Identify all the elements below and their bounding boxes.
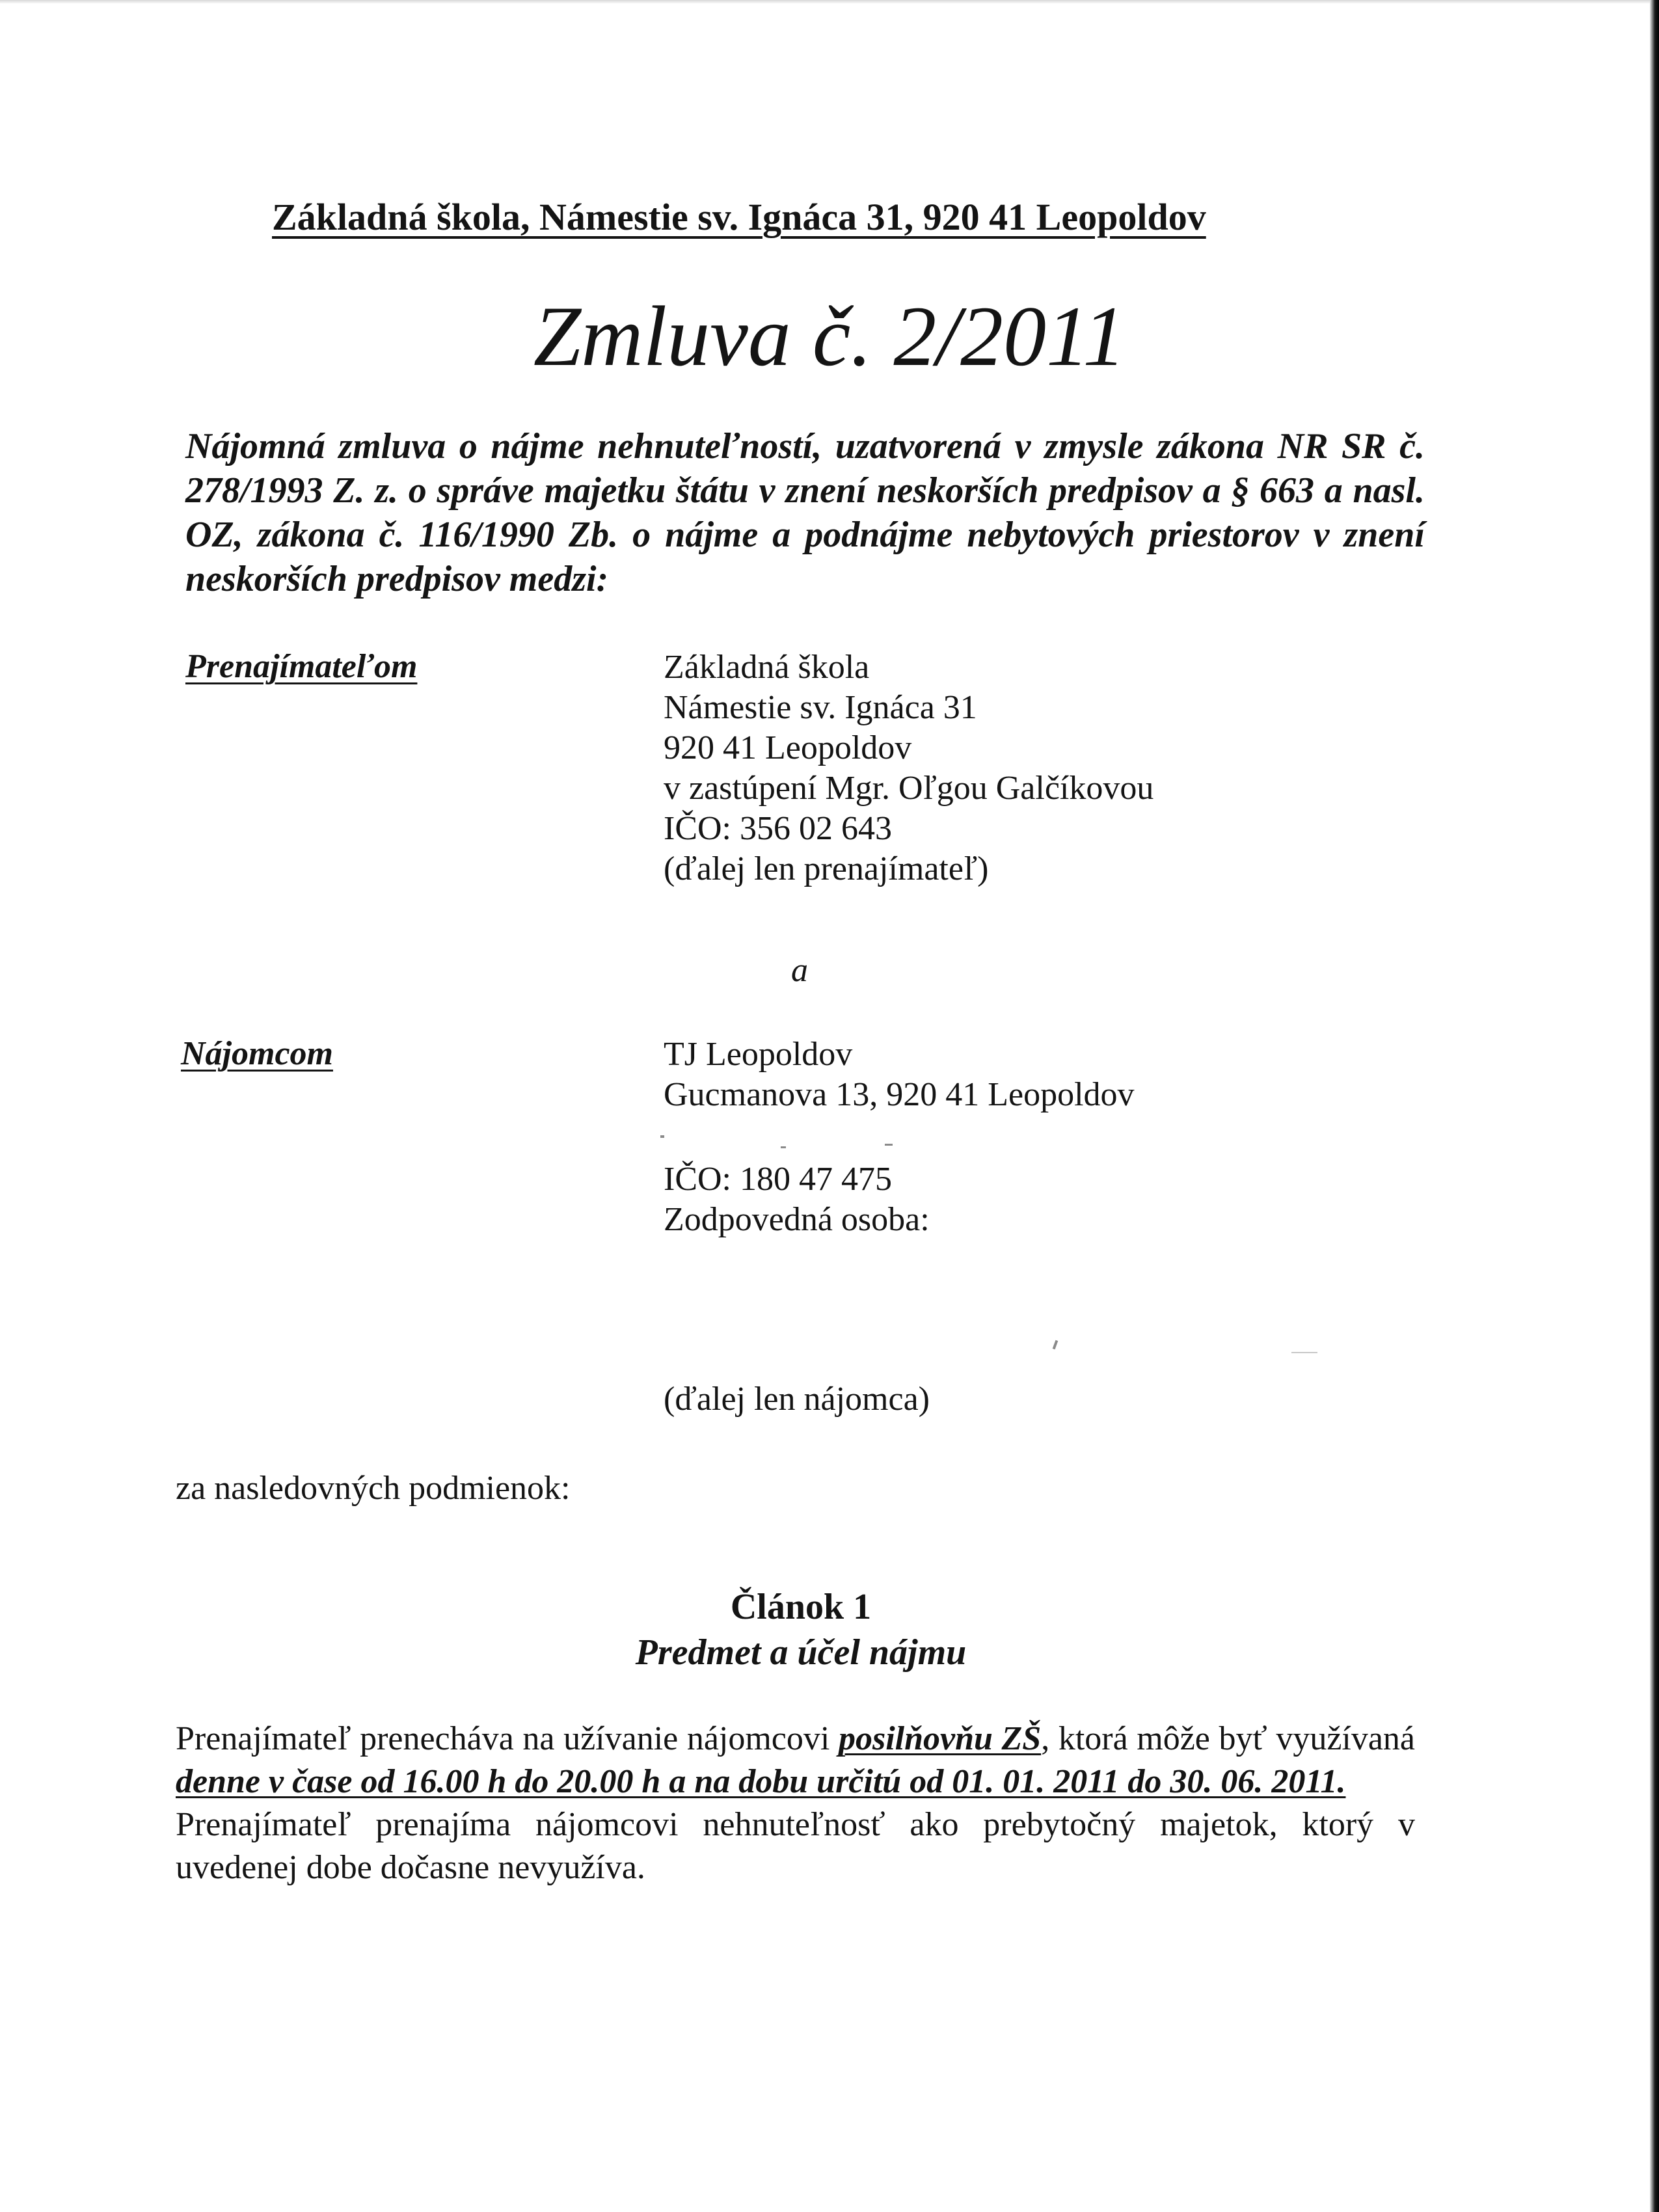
article-1-paragraph-2: Prenajímateľ prenajíma nájomcovi nehnuteľnosť ako prebytočný majetok, ktorý v uvedenej dobe dočasne nevyužíva. (176, 1806, 1415, 1886)
lessor-label: Prenajímateľom (185, 648, 418, 685)
lessor-line: Základná škola (664, 649, 870, 686)
p1-object: posilňovňu ZŠ (838, 1720, 1042, 1757)
lessor-line: IČO: 356 02 643 (664, 810, 892, 847)
scan-speck (1291, 1352, 1317, 1353)
lessee-label: Nájomcom (181, 1035, 333, 1072)
scan-speck (781, 1146, 786, 1148)
article-1-title: Článok 1 (730, 1587, 872, 1627)
lessee-hereafter: (ďalej len nájomca) (664, 1381, 930, 1418)
intro-paragraph: Nájomná zmluva o nájme nehnuteľností, uzatvorená v zmysle zákona NR SR č. 278/1993 Z. z. o správe majetku štátu v znení neskorších predpisov a § 663 a nasl. OZ, zákona č. 116/1990 Zb. o nájme a podnájme nebytových priestorov v znení neskorších predpisov medzi: (185, 426, 1425, 599)
p1-text: Prenajímateľ prenecháva na užívanie nájomcovi (176, 1720, 839, 1757)
article-1-subtitle: Predmet a účel nájmu (635, 1632, 967, 1673)
conditions-line: za nasledovných podmienok: (176, 1470, 571, 1507)
lessor-line: 920 41 Leopoldov (664, 729, 912, 766)
lessor-line: (ďalej len prenajímateľ) (664, 850, 989, 887)
lessee-ico: IČO: 180 47 475 (664, 1161, 892, 1198)
scan-speck (660, 1135, 664, 1138)
lessor-line: Námestie sv. Ignáca 31 (664, 689, 977, 726)
school-header: Základná škola, Námestie sv. Ignáca 31, 920 41 Leopoldov (272, 196, 1206, 238)
lessor-line: v zastúpení Mgr. Oľgou Galčíkovou (664, 770, 1154, 807)
article-1-paragraph-1 (176, 1718, 1415, 1803)
p1-text: , ktorá môže byť využívaná (1041, 1720, 1416, 1757)
lessee-name: TJ Leopoldov (664, 1036, 853, 1073)
scan-top-shadow (0, 0, 1659, 4)
p1-period: denne v čase od 16.00 h do 20.00 h a na dobu určitú od 01. 01. 2011 do 30. 06. 2011. (176, 1763, 1346, 1800)
lessor-details (664, 647, 1153, 889)
conjunction: a (791, 952, 808, 989)
lessee-address: Gucmanova 13, 920 41 Leopoldov (664, 1076, 1135, 1113)
article-1-body (176, 1718, 1415, 1889)
scan-speck (885, 1144, 893, 1146)
contract-title: Zmluva č. 2/2011 (533, 288, 1126, 384)
lessee-responsible: Zodpovedná osoba: (664, 1201, 930, 1238)
scan-speck (1053, 1340, 1059, 1350)
